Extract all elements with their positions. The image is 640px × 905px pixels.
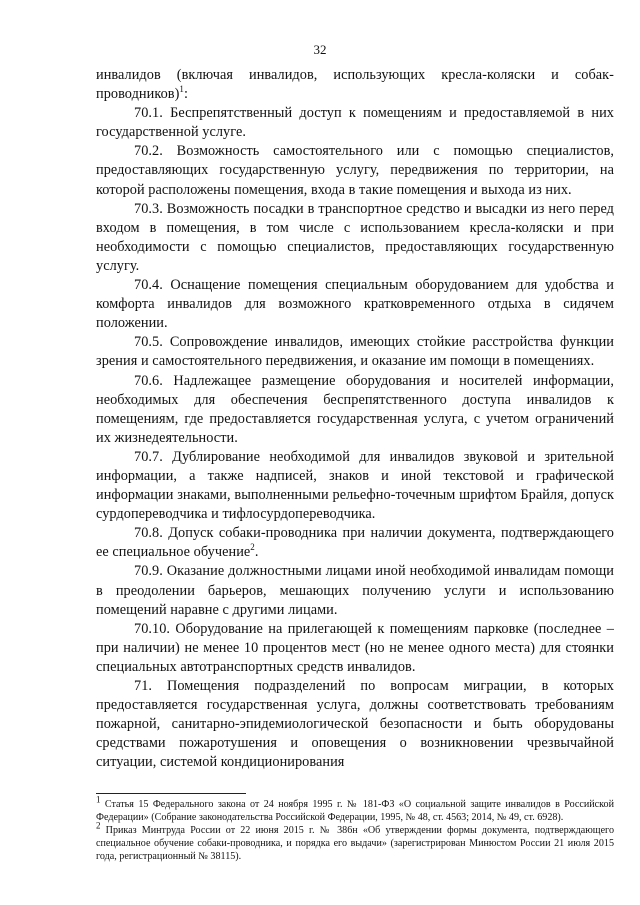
body-text xyxy=(96,66,614,772)
footnote-1 xyxy=(96,794,614,824)
paragraph-71: 71. Помещения подразделений по вопросам миграции, в которых предоставляется государственная услуга, должны соответствовать требованиям пожарной, санитарно-эпидемиологической безопасности и быть оборудованы средствами пожаротушения и оповещения о возникновении чрезвычайной ситуации, системой кондиционирования xyxy=(96,678,614,771)
paragraph-tail: : xyxy=(183,86,188,103)
paragraph-70-1: 70.1. Беспрепятственный доступ к помещениям и предоставляемой в них государственной услуге. xyxy=(96,105,614,141)
paragraph-70-2: 70.2. Возможность самостоятельного или с помощью специалистов, предоставляющих государственную услугу, передвижения по территории, на которой расположены помещения, входа в такие помещения и выхода из них. xyxy=(96,143,614,198)
footnote-text: Приказ Минтруда России от 22 июня 2015 г. № 386н «Об утверждении формы документа, подтверждающего специальное обучение собаки-проводника, и порядка его выдачи» (зарегистрирован Минюстом России 21 июля 2015 года, регистрационный № 38115). xyxy=(96,825,614,863)
paragraph-text: 70.8. Допуск собаки-проводника при наличии документа, подтверждающего ее специальное обучение xyxy=(96,525,614,561)
footnote-marker: 1 xyxy=(96,794,101,805)
paragraph-70-3: 70.3. Возможность посадки в транспортное средство и высадки из него перед входом в помещения, в том числе с использованием кресла-коляски и при необходимости с помощью специалистов, предоставляющих государственную услугу. xyxy=(96,200,614,274)
paragraph-70-9: 70.9. Оказание должностными лицами иной необходимой инвалидам помощи в преодолении барьеров, мешающих получению услуги и использованию помещений наравне с другими лицами. xyxy=(96,563,614,618)
footnote-ref: 2 xyxy=(250,542,255,553)
footnotes xyxy=(96,794,614,863)
paragraph-text: инвалидов (включая инвалидов, использующих кресла-коляски и собак-проводников) xyxy=(96,67,614,103)
paragraph-tail: . xyxy=(254,544,259,561)
footnote-marker: 2 xyxy=(96,820,101,831)
footnote-text: Статья 15 Федерального закона от 24 ноября 1995 г. № 181-ФЗ «О социальной защите инвалидов в Российской Федерации» (Собрание законодательства Российской Федерации, 1995, № 48, ст. 4563; 2014, № 49, ст. 6928). xyxy=(96,799,614,824)
paragraph-70-5: 70.5. Сопровождение инвалидов, имеющих стойкие расстройства функции зрения и самостоятельного передвижения, и оказание им помощи в помещениях. xyxy=(96,334,614,370)
paragraph-70-7: 70.7. Дублирование необходимой для инвалидов звуковой и зрительной информации, а также надписей, знаков и иной текстовой и графической информации знаками, выполненными рельефно-точечным шрифтом Брайля, допуск сурдопереводчика и тифлосурдопереводчика. xyxy=(96,448,614,523)
footnote-2 xyxy=(96,820,614,863)
page-number: 32 xyxy=(313,42,327,57)
footnote-divider xyxy=(96,793,246,794)
paragraph-intro xyxy=(96,66,614,104)
paragraph-70-4: 70.4. Оснащение помещения специальным оборудованием для удобства и комфорта инвалидов для возможного кратковременного отдыха в сидячем положении. xyxy=(96,277,614,332)
paragraph-70-6: 70.6. Надлежащее размещение оборудования и носителей информации, необходимых для обеспечения беспрепятственного доступа инвалидов к помещениям, где предоставляется государственная услуга, с учетом ограничений их жизнедеятельности. xyxy=(96,372,614,446)
paragraph-70-8 xyxy=(96,524,614,562)
footnote-ref: 1 xyxy=(179,84,184,95)
paragraph-70-10: 70.10. Оборудование на прилегающей к помещениям парковке (последнее – при наличии) не менее 10 процентов мест (но не менее одного места) для стоянки специальных автотранспортных средств инвалидов. xyxy=(96,620,614,675)
